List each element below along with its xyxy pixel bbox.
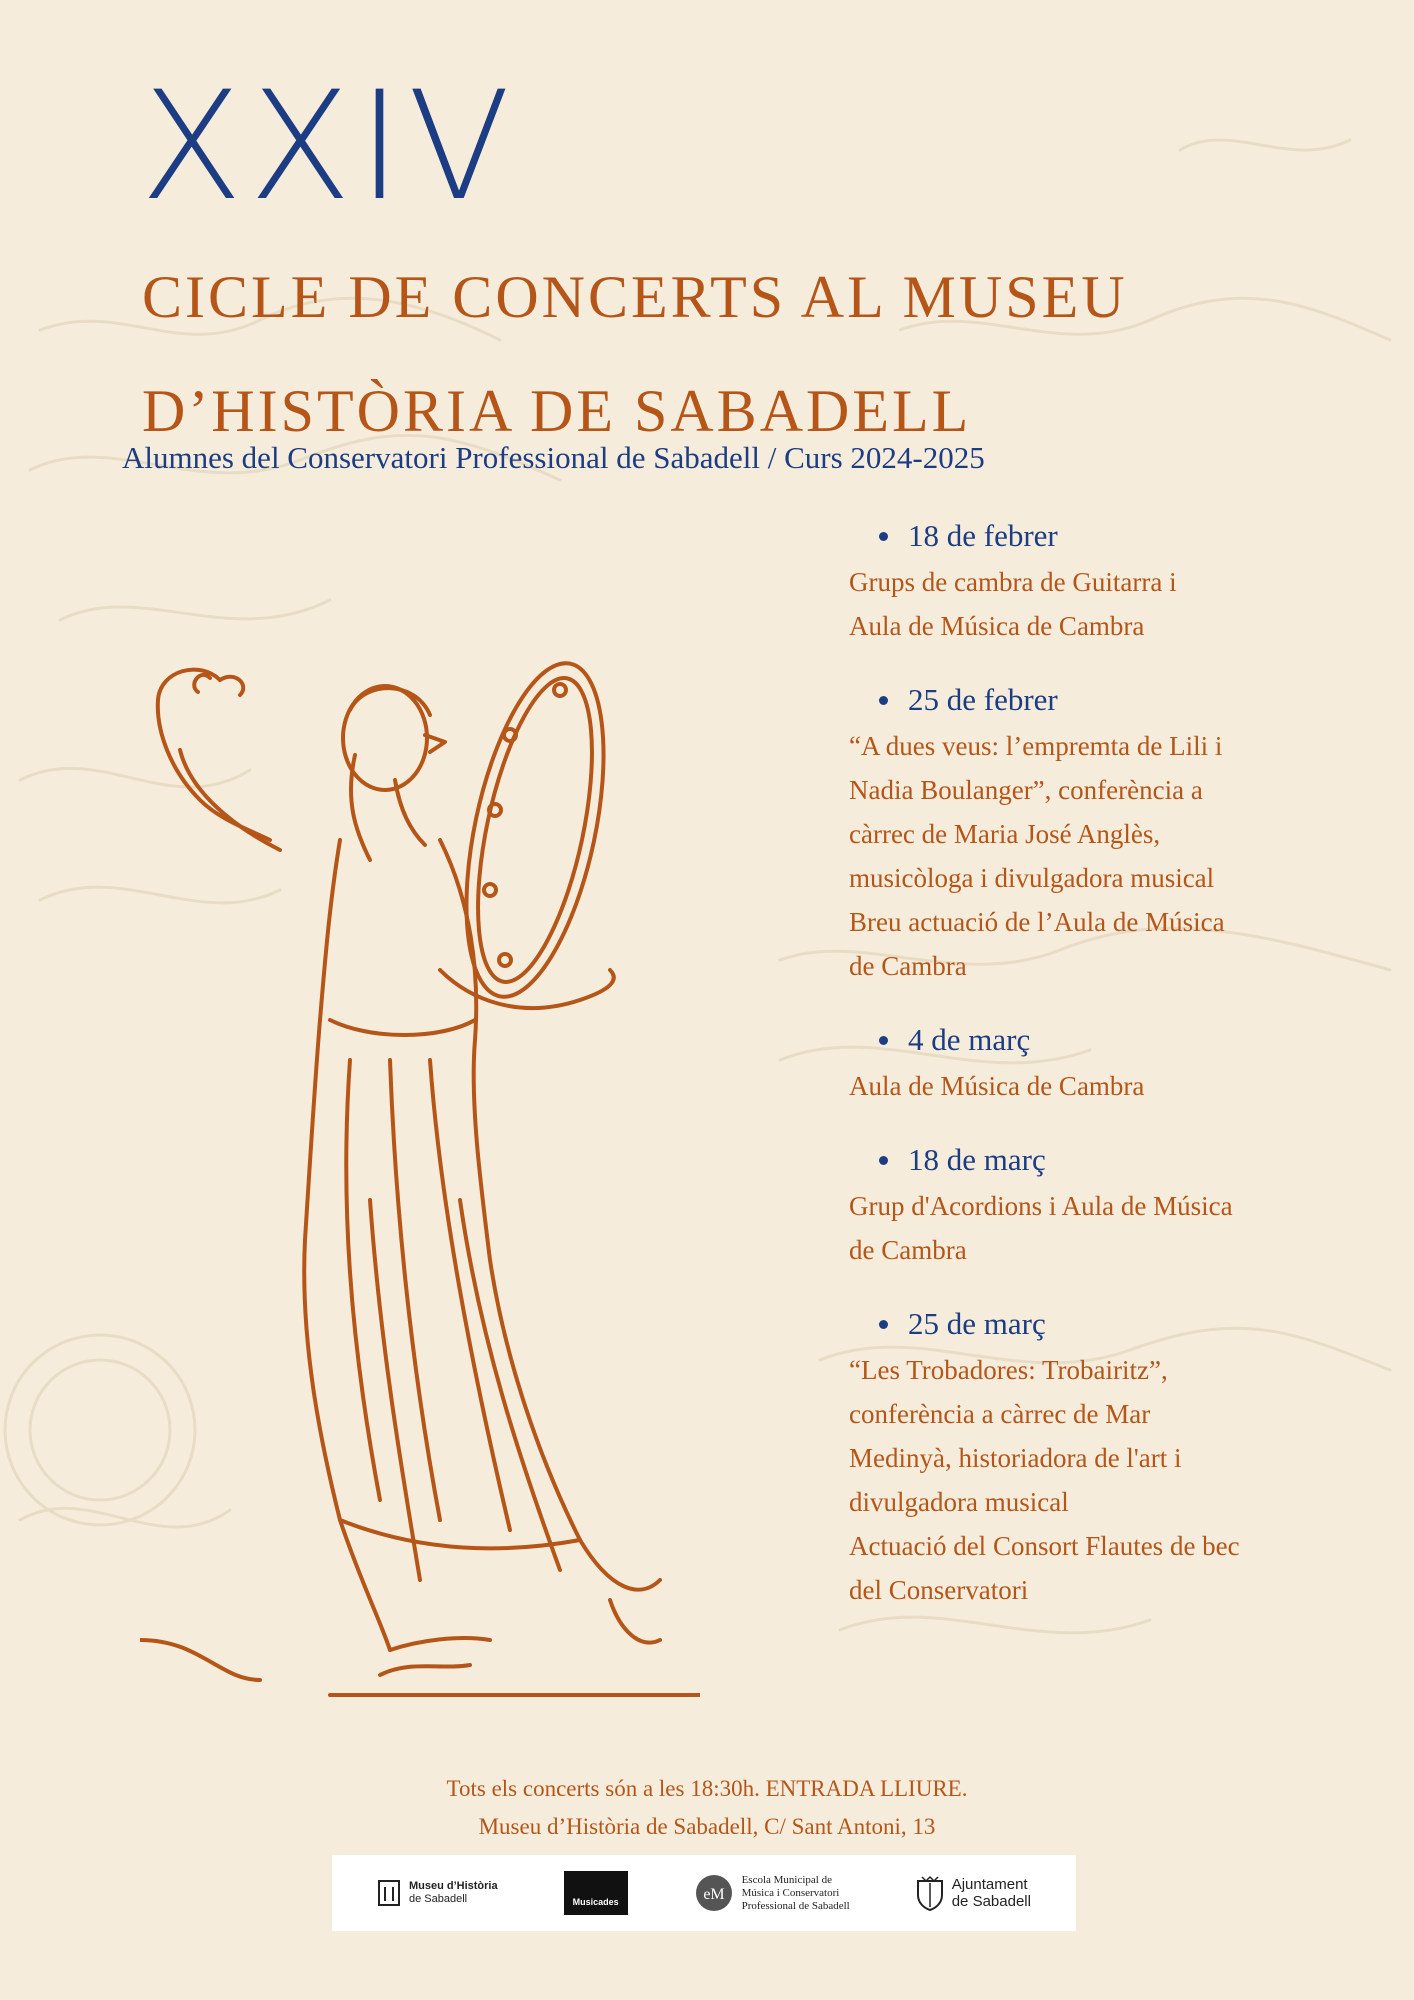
- event-description-line: Breu actuació de l’Aula de Música: [849, 907, 1225, 937]
- event-item: [849, 1300, 1369, 1612]
- event-item: [849, 676, 1369, 988]
- event-date: [849, 676, 1369, 724]
- sponsor-logos-bar: [332, 1855, 1076, 1931]
- event-description-line: Grup d'Acordions i Aula de Música: [849, 1191, 1233, 1221]
- ajuntament-logo-line1: Ajuntament: [951, 1876, 1028, 1893]
- escola-emblem-icon: [694, 1873, 734, 1913]
- event-description-line: càrrec de Maria José Anglès,: [849, 819, 1161, 849]
- event-date-text: 25 de febrer: [908, 682, 1058, 717]
- escola-logo-line1: Escola Municipal de: [741, 1873, 832, 1886]
- dancer-with-tambourine-illustration: [140, 640, 700, 1720]
- edition-number: XXIV: [140, 60, 517, 234]
- museum-building-icon: [377, 1879, 401, 1907]
- title-line-2: D’HISTÒRIA DE SABADELL: [142, 378, 972, 444]
- museu-logo-line2: de Sabadell: [408, 1893, 468, 1905]
- escola-logo-line2: Música i Conservatori: [741, 1886, 840, 1899]
- footer-address: Museu d’Història de Sabadell, C/ Sant Antoni, 13: [478, 1814, 936, 1839]
- footer-schedule: Tots els concerts són a les 18:30h. ENTRADA LLIURE.: [446, 1776, 968, 1801]
- event-list: [849, 512, 1369, 1640]
- musicades-logo: [564, 1871, 628, 1915]
- escola-logo: [694, 1873, 850, 1913]
- event-item: [849, 1136, 1369, 1272]
- event-description-line: Nadia Boulanger”, conferència a: [849, 775, 1203, 805]
- bullet-icon: [879, 1036, 888, 1045]
- event-description-line: Medinyà, historiadora de l'art i: [849, 1443, 1182, 1473]
- event-date: [849, 1300, 1369, 1348]
- event-date-text: 18 de febrer: [908, 518, 1058, 553]
- musicades-badge: Musicades: [564, 1871, 628, 1915]
- event-description-line: musicòloga i divulgadora musical: [849, 863, 1215, 893]
- poster-title: [142, 240, 1128, 468]
- event-description-line: Actuació del Consort Flautes de bec: [849, 1531, 1240, 1561]
- ajuntament-logo: [916, 1875, 1031, 1911]
- event-description-line: “A dues veus: l’empremta de Lili i: [849, 731, 1223, 761]
- museu-logo-line1: Museu d’Història: [408, 1880, 498, 1892]
- event-date: [849, 1136, 1369, 1184]
- event-description-line: conferència a càrrec de Mar: [849, 1399, 1151, 1429]
- event-date: [849, 512, 1369, 560]
- svg-text:eM: eM: [702, 1886, 725, 1903]
- event-date-text: 18 de març: [908, 1142, 1046, 1177]
- event-description-line: de Cambra: [849, 951, 967, 981]
- event-description-line: “Les Trobadores: Trobairitz”,: [849, 1355, 1168, 1385]
- coat-of-arms-icon: [916, 1875, 944, 1911]
- subtitle: Alumnes del Conservatori Professional de Sabadell / Curs 2024-2025: [122, 440, 985, 475]
- footer-info: [0, 1770, 1414, 1846]
- event-description-line: Aula de Música de Cambra: [849, 611, 1145, 641]
- event-item: [849, 1016, 1369, 1108]
- event-date-text: 4 de març: [908, 1022, 1031, 1057]
- event-description-line: divulgadora musical: [849, 1487, 1069, 1517]
- museu-logo: [377, 1879, 498, 1907]
- event-description-line: de Cambra: [849, 1235, 967, 1265]
- event-description-line: Grups de cambra de Guitarra i: [849, 567, 1177, 597]
- bullet-icon: [879, 1156, 888, 1165]
- bullet-icon: [879, 1320, 888, 1329]
- event-description-line: del Conservatori: [849, 1575, 1029, 1605]
- escola-logo-line3: Professional de Sabadell: [741, 1899, 850, 1912]
- event-date: [849, 1016, 1369, 1064]
- bullet-icon: [879, 696, 888, 705]
- event-item: [849, 512, 1369, 648]
- event-description-line: Aula de Música de Cambra: [849, 1071, 1145, 1101]
- bullet-icon: [879, 532, 888, 541]
- ajuntament-logo-line2: de Sabadell: [951, 1893, 1031, 1910]
- title-line-1: CICLE DE CONCERTS AL MUSEU: [142, 264, 1128, 330]
- event-date-text: 25 de març: [908, 1306, 1046, 1341]
